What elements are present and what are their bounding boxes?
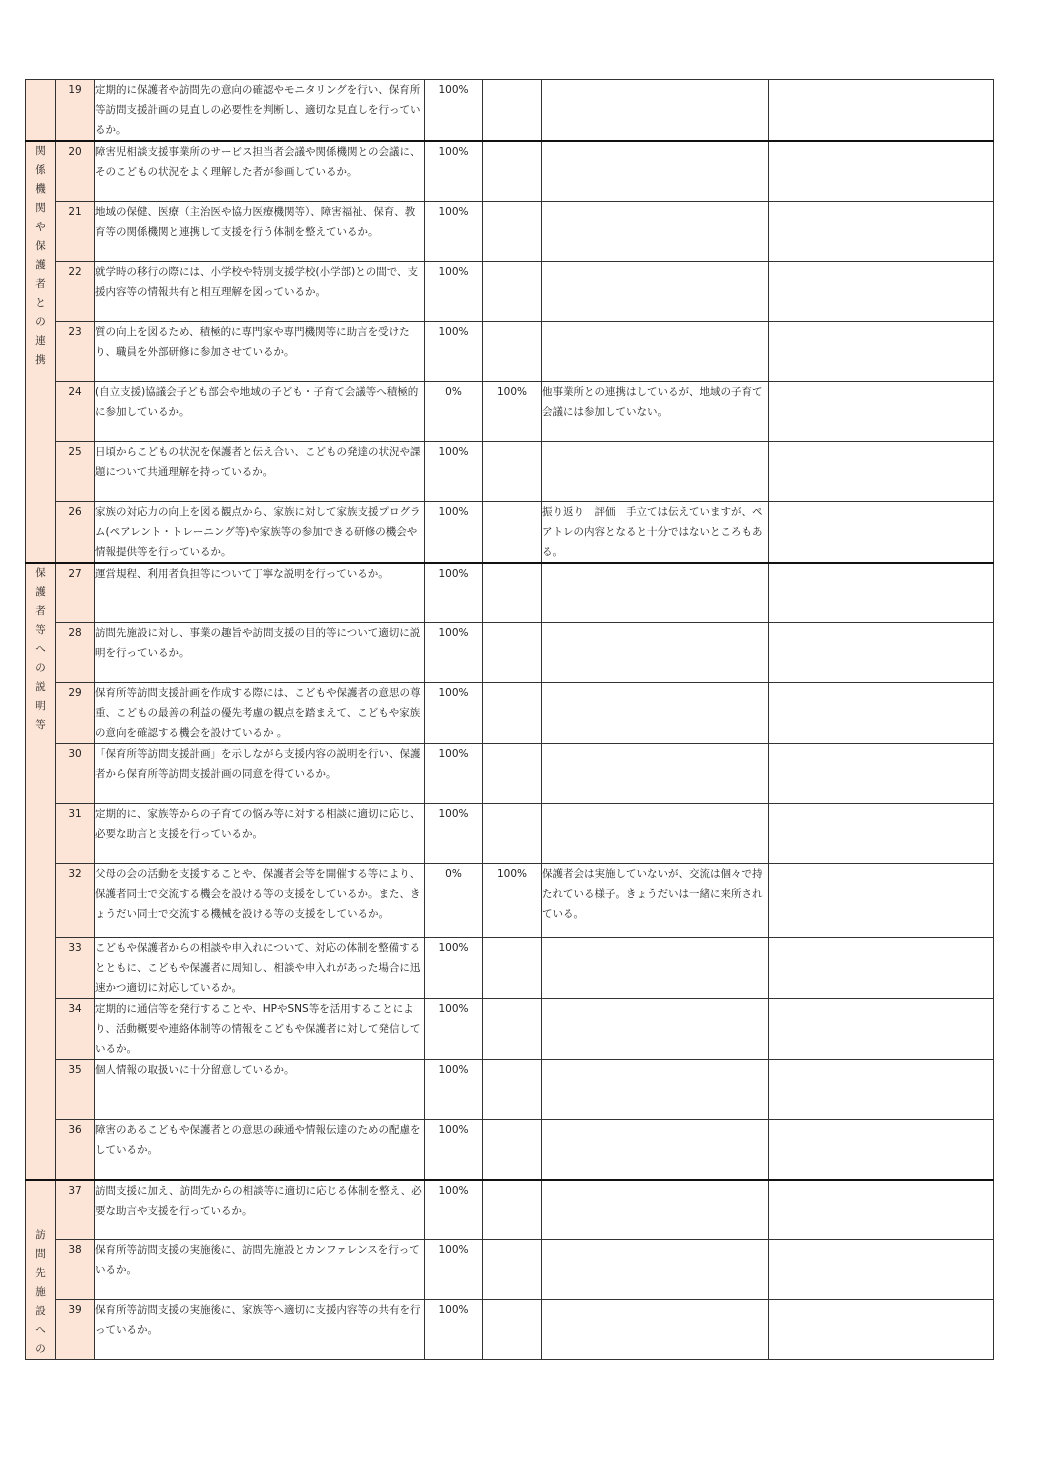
category-cell [26,563,56,1180]
no-percentage [483,938,542,999]
no-percentage [483,683,542,744]
no-percentage: 100% [483,864,542,938]
improvement-cell [769,1240,994,1300]
category-label: 訪問先施設への [35,1229,46,1355]
yes-percentage: 100% [425,80,483,142]
no-percentage [483,1120,542,1180]
table-row [26,321,994,381]
row-number: 39 [56,1300,95,1360]
improvement-cell [769,141,994,201]
improvement-cell [769,1300,994,1360]
no-percentage [483,804,542,864]
row-number: 38 [56,1240,95,1300]
question-text: 地域の保健、医療（主治医や協力医療機関等）、障害福祉、保育、教育等の関係機関と連携して支援を行う体制を整えているか。 [95,201,425,261]
no-percentage [483,623,542,683]
table-row [26,999,994,1060]
row-number: 29 [56,683,95,744]
table-row [26,141,994,201]
improvement-cell [769,80,994,142]
yes-percentage: 100% [425,623,483,683]
yes-percentage: 100% [425,321,483,381]
comment-cell [542,938,769,999]
yes-percentage: 100% [425,1060,483,1120]
table-row [26,1060,994,1120]
row-number: 22 [56,261,95,321]
table-row [26,938,994,999]
table-row [26,441,994,501]
improvement-cell [769,563,994,623]
row-number: 31 [56,804,95,864]
improvement-cell [769,501,994,563]
evaluation-table [25,79,994,1360]
yes-percentage: 100% [425,999,483,1060]
yes-percentage: 100% [425,261,483,321]
improvement-cell [769,201,994,261]
comment-cell [542,80,769,142]
no-percentage [483,80,542,142]
comment-cell [542,1300,769,1360]
yes-percentage: 100% [425,683,483,744]
table-row [26,683,994,744]
comment-cell: 保護者会は実施していないが、交流は個々で持たれている様子。きょうだいは一緒に来所されている。 [542,864,769,938]
row-number: 19 [56,80,95,142]
comment-cell [542,999,769,1060]
no-percentage [483,201,542,261]
yes-percentage: 100% [425,501,483,563]
yes-percentage: 100% [425,441,483,501]
table-row [26,1120,994,1180]
comment-cell [542,804,769,864]
question-text: 保育所等訪問支援の実施後に、家族等へ適切に支援内容等の共有を行っているか。 [95,1300,425,1360]
comment-cell [542,201,769,261]
yes-percentage: 100% [425,1240,483,1300]
row-number: 20 [56,141,95,201]
row-number: 23 [56,321,95,381]
question-text: (自立支援)協議会子ども部会や地域の子ども・子育て会議等へ積極的に参加しているか。 [95,381,425,441]
question-text: 定期的に、家族等からの子育ての悩み等に対する相談に適切に応じ、必要な助言と支援を行っているか。 [95,804,425,864]
question-text: 個人情報の取扱いに十分留意しているか。 [95,1060,425,1120]
yes-percentage: 100% [425,201,483,261]
table-row [26,501,994,563]
table-row [26,623,994,683]
comment-cell [542,1120,769,1180]
comment-cell [542,563,769,623]
table-row [26,1240,994,1300]
table-row [26,1300,994,1360]
yes-percentage: 100% [425,1180,483,1240]
question-text: 訪問先施設に対し、事業の趣旨や訪問支援の目的等について適切に説明を行っているか。 [95,623,425,683]
no-percentage [483,1060,542,1120]
yes-percentage: 100% [425,744,483,804]
improvement-cell [769,804,994,864]
yes-percentage: 100% [425,1120,483,1180]
row-number: 28 [56,623,95,683]
comment-cell [542,623,769,683]
improvement-cell [769,623,994,683]
improvement-cell [769,1120,994,1180]
question-text: 日頃からこどもの状況を保護者と伝え合い、こどもの発達の状況や課題について共通理解を持っているか。 [95,441,425,501]
table-row [26,80,994,142]
comment-cell [542,141,769,201]
table-row [26,804,994,864]
improvement-cell [769,1180,994,1240]
comment-cell [542,683,769,744]
category-cell-continued [26,80,56,142]
no-percentage [483,744,542,804]
table-row [26,563,994,623]
table-row [26,864,994,938]
yes-percentage: 0% [425,864,483,938]
comment-cell [542,261,769,321]
improvement-cell [769,864,994,938]
improvement-cell [769,381,994,441]
comment-cell [542,1060,769,1120]
question-text: 障害のあるこどもや保護者との意思の疎通や情報伝達のための配慮をしているか。 [95,1120,425,1180]
improvement-cell [769,1060,994,1120]
category-cell [26,1180,56,1360]
no-percentage [483,441,542,501]
question-text: 訪問支援に加え、訪問先からの相談等に適切に応じる体制を整え、必要な助言や支援を行っているか。 [95,1180,425,1240]
category-label: 関係機関や保護者との連携 [35,145,46,366]
question-text: 質の向上を図るため、積極的に専門家や専門機関等に助言を受けたり、職員を外部研修に参加させているか。 [95,321,425,381]
question-text: 父母の会の活動を支援することや、保護者会等を開催する等により、保護者同士で交流する機会を設ける等の支援をしているか。また、きょうだい同士で交流する機械を設ける等の支援をしているか。 [95,864,425,938]
question-text: 障害児相談支援事業所のサービス担当者会議や関係機関との会議に、そのこどもの状況をよく理解した者が参画しているか。 [95,141,425,201]
row-number: 24 [56,381,95,441]
category-cell [26,141,56,563]
table-row [26,381,994,441]
row-number: 32 [56,864,95,938]
comment-cell [542,744,769,804]
question-text: 家族の対応力の向上を図る観点から、家族に対して家族支援プログラム(ペアレント・トレーニング等)や家族等の参加できる研修の機会や情報提供等を行っているか。 [95,501,425,563]
question-text: 定期的に保護者や訪問先の意向の確認やモニタリングを行い、保育所等訪問支援計画の見直しの必要性を判断し、適切な見直しを行っているか。 [95,80,425,142]
no-percentage [483,141,542,201]
comment-cell: 他事業所との連携はしているが、地域の子育て会議には参加していない。 [542,381,769,441]
row-number: 30 [56,744,95,804]
row-number: 27 [56,563,95,623]
table-row [26,261,994,321]
row-number: 33 [56,938,95,999]
no-percentage [483,501,542,563]
question-text: 就学時の移行の際には、小学校や特別支援学校(小学部)との間で、支援内容等の情報共有と相互理解を図っているか。 [95,261,425,321]
no-percentage [483,261,542,321]
no-percentage [483,1300,542,1360]
comment-cell [542,441,769,501]
yes-percentage: 100% [425,938,483,999]
improvement-cell [769,938,994,999]
table-row [26,744,994,804]
question-text: 保育所等訪問支援の実施後に、訪問先施設とカンファレンスを行っているか。 [95,1240,425,1300]
yes-percentage: 100% [425,804,483,864]
comment-cell [542,1180,769,1240]
yes-percentage: 0% [425,381,483,441]
improvement-cell [769,441,994,501]
row-number: 34 [56,999,95,1060]
row-number: 37 [56,1180,95,1240]
no-percentage: 100% [483,381,542,441]
comment-cell [542,321,769,381]
yes-percentage: 100% [425,563,483,623]
improvement-cell [769,744,994,804]
question-text: 定期的に通信等を発行することや、HPやSNS等を活用することにより、活動概要や連絡体制等の情報をこどもや保護者に対して発信しているか。 [95,999,425,1060]
comment-cell [542,1240,769,1300]
improvement-cell [769,261,994,321]
no-percentage [483,321,542,381]
question-text: 「保育所等訪問支援計画」を示しながら支援内容の説明を行い、保護者から保育所等訪問支援計画の同意を得ているか。 [95,744,425,804]
category-label: 保護者等への説明等 [35,566,46,731]
row-number: 21 [56,201,95,261]
table-row [26,201,994,261]
question-text: 保育所等訪問支援計画を作成する際には、こどもや保護者の意思の尊重、こどもの最善の利益の優先考慮の観点を踏まえて、こどもや家族の意向を確認する機会を設けているか 。 [95,683,425,744]
no-percentage [483,1180,542,1240]
question-text: こどもや保護者からの相談や申入れについて、対応の体制を整備するとともに、こどもや保護者に周知し、相談や申入れがあった場合に迅速かつ適切に対応しているか。 [95,938,425,999]
row-number: 35 [56,1060,95,1120]
table-row [26,1180,994,1240]
row-number: 26 [56,501,95,563]
no-percentage [483,999,542,1060]
no-percentage [483,1240,542,1300]
yes-percentage: 100% [425,141,483,201]
question-text: 運営規程、利用者負担等について丁寧な説明を行っているか。 [95,563,425,623]
improvement-cell [769,999,994,1060]
improvement-cell [769,683,994,744]
comment-cell: 振り返り 評価 手立ては伝えていますが、ペアトレの内容となると十分ではないところもある。 [542,501,769,563]
row-number: 36 [56,1120,95,1180]
row-number: 25 [56,441,95,501]
no-percentage [483,563,542,623]
table-body [26,80,994,1360]
yes-percentage: 100% [425,1300,483,1360]
improvement-cell [769,321,994,381]
